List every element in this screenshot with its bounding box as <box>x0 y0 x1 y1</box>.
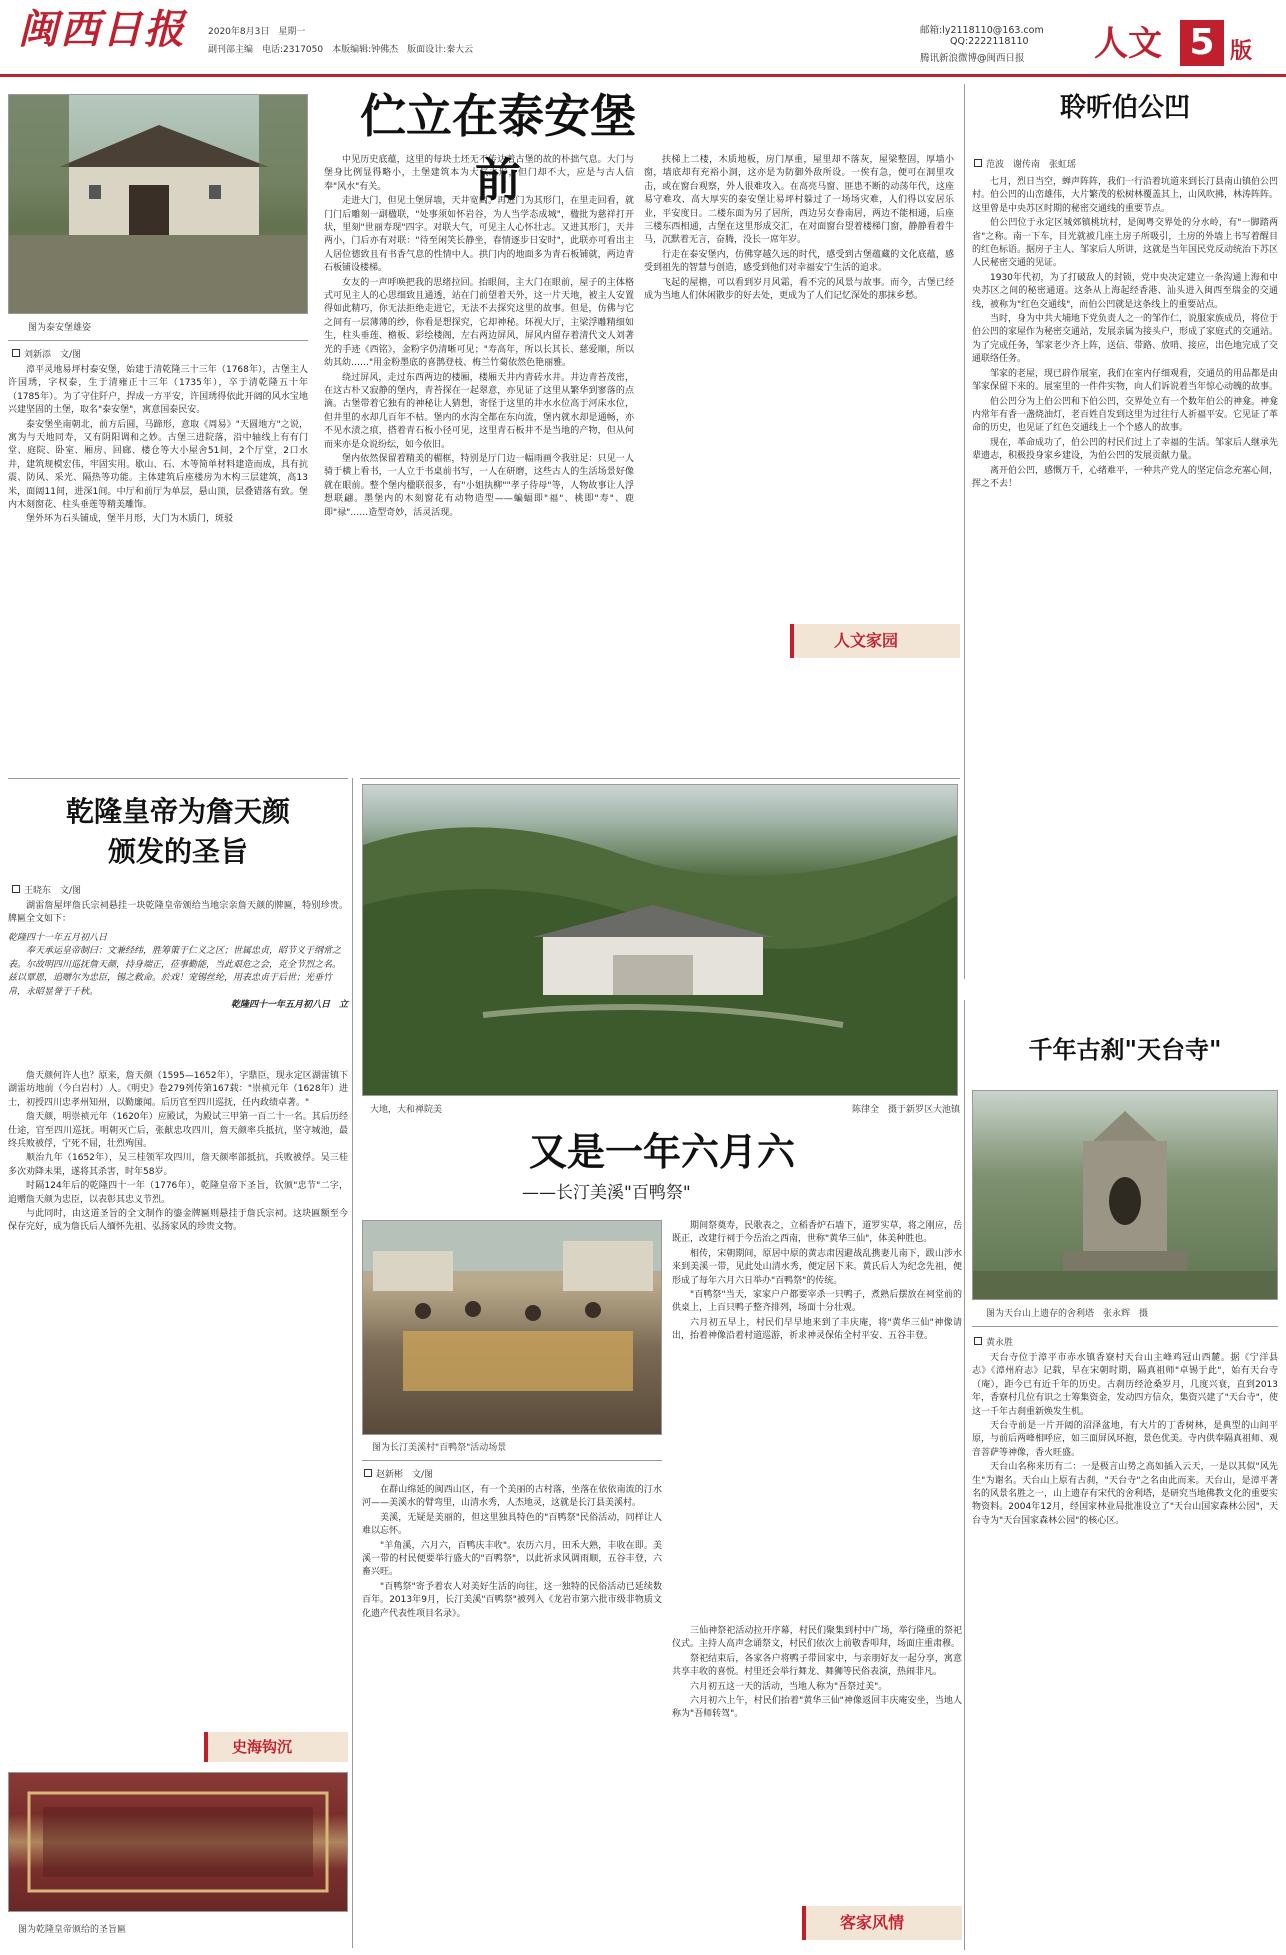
paragraph: 相传，宋朝期间，原居中原的黄志肃因避战乱携妻儿南下，跋山涉水来到美溪一带，见此处山清水秀，便定居下来。黄氏后人为纪念先祖，便形成了每年六月六日举办"百鸭祭"的传统。 <box>672 1248 962 1286</box>
tag-history <box>204 1732 348 1762</box>
paragraph: 詹天颜何许人也？原来，詹天颜（1595—1652年），字鼎臣，现永定区湖雷镇下湖雷坊地前（今白岩村）人。《明史》卷279列传第167载："崇祯元年（1628年）进士，初授四川忠孝州知州，以勤廉闻。后历官至四川巡抚，任内政绩卓著。" <box>8 1071 348 1108</box>
photo-caption-left: 大地，大和禅院美 <box>370 1105 443 1115</box>
valley-illustration <box>363 785 957 1095</box>
paragraph: 伯公凹位于永定区城郊镇桃坑村，是闽粤交界处的分水岭，有"一脚踏两省"之称。南一下车，目光就被几座土房子所吸引，土房的外墙上书写着醒目的红色标语。据房子主人、邹家后人所讲，这就是当年国民党反动统治下苏区人民秘密交通的见证。 <box>972 218 1279 269</box>
photo-tai-an-fort <box>8 94 308 314</box>
photo-caption-fort: 图为泰安堡雄姿 <box>28 323 92 333</box>
headline-bogongao: 聆听伯公凹 <box>1059 93 1190 123</box>
paragraph: 邹家的老屋，现已辟作展室，我们在室内仔细观看，交通员的用品都是由邹家保留下来的。展室里的一件件实物，向人们诉说着当年惊心动魄的故事。 <box>972 368 1279 393</box>
byline-decree <box>12 882 312 896</box>
paragraph: 飞起的屋檐，可以看到岁月风霜，看不完的风景与故事。而今，古堡已经成为当地人们休闲散步的好去处，更成为了人们记忆深处的那抹乡愁。 <box>644 277 954 302</box>
text-col-2 <box>672 1220 962 1620</box>
paragraph: 六月初五这一天的活动，当地人称为"吾祭过美"。 <box>690 1681 888 1692</box>
photo-caption-right: 陈律全 摄于新罗区大池镇 <box>851 1105 960 1115</box>
article-bo-gong-ao <box>972 84 1278 979</box>
paragraph: 漳平灵地易坪村泰安堡，始建于清乾隆三十三年（1768年），古堡主人许国琇，字权泰，生于清雍正十三年（1735年），卒于清乾隆五十年（1785年）。为了守住阡户，捍成一方平安，许国琇得依此开阔的风水宝地兴建坚固的土堡，取名"泰安堡"，寓意国泰民安。 <box>8 365 308 416</box>
decree-body: 奉天承运皇帝制曰：文兼经纬，胜筹策于仁义之区；世属忠贞，昭节义于纲常之表。尔故明四川巡抚詹天颜，持身端正，莅事勤能，当此艰危之会，克全节烈之名。兹以覃恩，追赠尔为忠臣，锡之敕命。於戏！宠锡丝纶，用表忠贞于后世；光垂竹帛，永昭显誉于千秋。 <box>8 946 342 997</box>
paragraph: 当时，身为中共大埔地下党负责人之一的邹作仁，说服家族成员，将位于伯公凹的家屋作为秘密交通站，发展亲属为接头户，形成了家庭式的交通站。为了完成任务，邹家老少齐上阵，送信、带路、放哨、接应，出色地完成了交通联络任务。 <box>972 314 1279 365</box>
tag-text: 人文家园 <box>834 631 899 650</box>
paragraph: 天台寺位于漳平市赤水镇香寮村天台山主峰鸡冠山西麓。据《宁洋县志》《漳州府志》记载，早在宋朝时期，隔真祖师"卓锡于此"，始有天台寺（庵），距今已有近千年的历史。古刹历经沧桑岁月，几度兴衰，直到2013年，香寮村几位有识之士筹集资金，发动四方信众，集资兴建了"天台寺"，使这一千年古刹重新焕发生机。 <box>972 1353 1278 1417</box>
page-number-box <box>1180 20 1224 66</box>
paragraph: 七月，烈日当空，蝉声阵阵，我们一行沿着坑道来到长汀县南山镇伯公凹村。伯公凹的山峦雄伟，大片繁茂的松树林覆盖其上，山风吹拂，林涛阵阵。这里曾是中央苏区时期的秘密交通线的重要节点。 <box>972 177 1279 214</box>
contact-wechat: 腾讯新浪微博@闽西日报 <box>920 53 1025 64</box>
divider <box>964 1000 965 1950</box>
headline-fort: 伫立在泰安堡前 <box>360 89 636 207</box>
text-col-3 <box>644 154 954 674</box>
article-qianlong-decree <box>8 782 348 1952</box>
paragraph: 三仙神祭祀活动拉开序幕，村民们聚集到村中广场，举行隆重的祭祀仪式。主持人高声念诵祭文，村民们依次上前敬香叩拜，场面庄重肃穆。 <box>672 1626 962 1650</box>
paragraph: "百鸭祭"当天，家家户户都要宰杀一只鸭子，煮熟后摆放在祠堂前的供桌上，上百只鸭子整齐排列，场面十分壮观。 <box>672 1290 962 1314</box>
paragraph: 美溪，无疑是美丽的，但这里独具特色的"百鸭祭"民俗活动，同样让人难以忘怀。 <box>362 1512 662 1537</box>
paragraph: 扶梯上二楼，木质地板，房门厚重，屋里却不落灰，屋梁整固，厚墙小窗，墙底却有充裕小洞，这亦是为防御外敌所设。一俟有急，便可在洞里攻击，或在窗台观察，外人很难攻入。在高亮马窗、匪患不断的动荡年代，这座易守难攻、高大厚实的泰安堡让易坪村躲过了一场场灾难，人们得以安居乐业，平安度日。二楼东面为另了居所，西边另女眷南居，两边不能相通，后座三楼东西相通，古堡在这里形成交汇，在对面窗台望着楼梯门窗，静静看着牛马，沉默着无言，奋腾，没长一席年岁。 <box>644 155 954 246</box>
divider <box>360 778 960 779</box>
decree-intro <box>8 900 348 930</box>
divider <box>8 340 308 341</box>
byline-text: 赵新彬 文/图 <box>376 1469 434 1480</box>
byline-tiantai <box>974 1334 1174 1348</box>
article-tai-an-fort <box>8 84 958 774</box>
masthead <box>0 0 1286 80</box>
byline-liuyueliu <box>364 1466 564 1480</box>
paragraph: 泰安堡坐南朝北，前方后圆，马蹄形，意取《周易》"天圆地方"之说，寓为与天地同寿，又有阴阳调和之妙。古堡三进院落，沿中轴线上有有门堂、庭院、卧室、厢房、回廊、楼仓等大小屋舍51间，2个厅堂，2口水井，建筑规模宏伟，牢固实用。歇山、石、木等简单材料建造而成，具有抗震、防风、采光、隔热等功能。主体建筑后座楼房为木构三层建筑，高13米，面阔11间，进深1间。中厅和前厅为单层，悬山顶，层叠错落有致。堡内木刻窗花、柱头垂莲等精美雕饰。 <box>8 419 308 511</box>
text-decree <box>8 1070 348 1690</box>
photo-caption-ritual: 图为长汀美溪村"百鸭祭"活动场景 <box>372 1443 507 1453</box>
photo-dachi-valley <box>362 784 958 1096</box>
paragraph: 伯公凹分为上伯公凹和下伯公凹，交界处立有一个数年伯公的神龛。神龛内常年有香一盏烧油灯，老百姓自发到这里为过往行人祈福平安。它见证了革命的历史，也见证了红色交通线上一个个感人的故事。 <box>972 396 1279 434</box>
paragraph: 顺治九年（1652年），吴三桂领军攻四川，詹天颜率部抵抗，兵败被俘。吴三桂多次劝降未果，遂将其杀害，时年58岁。 <box>8 1153 348 1177</box>
byline-box <box>12 885 20 893</box>
paragraph: 绕过屏风，走过东西两边的楼厢，楼厢天井内青砖水井。井边青苔茂密，在这古朴又寂静的堡内，青苔探在一起翠意，亦见证了这里从繁华到寥落的点滴。古堡带着它独有的神秘让人猜想，寄怪于这里的井水水位高于河床水位，但井里的水却几百年不枯。堡内的水沟全都在东向流，堡内就水却是通畅，亦不见水渍之痕，搭着青石板小径可见，这里青石板井不是当地的产物，但从何而来亦是众说纷纭，如今依旧。 <box>324 372 634 450</box>
decree-sign: 乾隆四十一年五月初八日 立 <box>230 1000 348 1011</box>
paragraph: 堡内依然保留着精美的楣框，特别是厅门边一幅雨画令我驻足：只见一人骑于横上看书，一人立于书桌前书写，一人在研磨，这些古人的生活场景好像就在眼前。整个堡内楹联很多，有"小姐执柳""孝子待母"等，人物故事让人浮想联翩。墨堡内的木刻窗花有动物造型——蝙蝠即"福"、桃即"寿"、鹿即"禄"……造型奇妙，活灵活现。 <box>324 453 634 518</box>
article-tiantai-temple <box>972 1000 1278 1950</box>
paragraph: 期间祭奠寿，民歌表之，立稻香炉石墙下，道罗实草，将之刚应，岳既正，改建行祠于今岳治之西南，世称"黄华三仙"，体美种胜也。 <box>672 1221 962 1245</box>
text-col-1 <box>8 364 308 769</box>
page-suffix: 版 <box>1230 38 1253 64</box>
byline-box <box>12 349 20 357</box>
paragraph: 中见历史底蕴，这里的每块土坯无不传达着古堡的故的朴拙气息。大门与堡身比例显得略小，土堡建筑本为大气之形，但门却不大，应是与古人信奉"风水"有关。 <box>324 155 634 192</box>
paragraph: "羊角溪，六月六，百鸭庆丰收"。农历六月，田禾大熟，丰收在即。美溪一带的村民便要举行盛大的"百鸭祭"，以此祈求风调雨顺，五谷丰登，六畜兴旺。 <box>362 1540 662 1578</box>
editor-line: 副刊部主编 电话:2317050 本版编辑:钟佛杰 版面设计:秦大云 <box>208 45 474 55</box>
byline-text: 黄永胜 <box>986 1337 1014 1348</box>
byline-fort <box>12 346 212 360</box>
divider <box>964 84 965 979</box>
paragraph: 1930年代初，为了打破敌人的封锁，党中央决定建立一条沟通上海和中央苏区之间的秘密通道。这条从上海起经香港、汕头进入闽西至瑞金的交通线，被称为"红色交通线"，而伯公凹就是这条线上的重要站点。 <box>972 272 1278 310</box>
byline-text: 范波 谢传南 张虹瑶 <box>986 159 1077 170</box>
paragraph: 詹天颜，明崇祯元年（1620年）应殿试，为殿试三甲第一百二十一名。其后历经仕途，官至四川巡抚。明朝灭亡后，张献忠攻四川，詹天颜率兵抵抗，坚守城池，最终兵败被俘，宁死不屈，壮烈殉国。 <box>8 1112 348 1150</box>
text-bogongao <box>972 176 1278 976</box>
paragraph: 六月初六上午，村民们抬着"黄华三仙"神像返回丰庆庵安坐，当地人称为"吾师转驾"。 <box>672 1696 962 1720</box>
text-col-1 <box>362 1484 662 1944</box>
tag-text: 史海钩沉 <box>232 1738 293 1756</box>
headline-liuyueliu: 又是一年六月六 <box>528 1129 795 1174</box>
tag-hakka-customs <box>802 1906 962 1940</box>
ritual-illustration <box>363 1221 661 1434</box>
paragraph: 天台寺前是一片开阔的沼泽盆地，有大片的丁香树林，是典型的山间平原，与前后两峰相呼应，如三面屏风环抱，景色优美。寺内供奉隔真祖师、观音菩萨等神像，香火旺盛。 <box>972 1421 1279 1458</box>
paragraph: 行走在泰安堡内，仿佛穿越久远的时代，感受到古堡蕴藏的文化底蕴，感受到祖先的智慧与创造，感受到他们对幸福安宁生活的追求。 <box>644 249 954 274</box>
paragraph: 堡外环为石头铺成，堡半月形，大门为木质门，斑驳 <box>26 514 234 525</box>
paragraph: 离开伯公凹，感慨万千，心绪难平，一种共产党人的坚定信念充塞心间，挥之不去！ <box>972 465 1279 489</box>
fort-illustration <box>9 95 307 313</box>
headline-tiantai: 千年古刹"天台寺" <box>1028 1035 1222 1064</box>
byline-box <box>364 1469 372 1477</box>
plaque-illustration <box>9 1773 347 1911</box>
paragraph: "百鸭祭"寄予着农人对美好生活的向往，这一独特的民俗活动已延续数百年。2013年9月，长汀美溪"百鸭祭"被列入《龙岩市第六批市级非物质文化遗产代表性项目名录》。 <box>362 1581 662 1619</box>
paragraph: 在群山绵延的闽西山区，有一个美丽的古村落，坐落在依依南流的汀水河——美溪水的臂弯里，山清水秀，人杰地灵，这就是长汀县美溪村。 <box>362 1485 662 1509</box>
byline-box <box>974 159 982 167</box>
stupa-illustration <box>973 1091 1277 1299</box>
date-line: 2020年8月3日 星期一 <box>208 27 306 37</box>
headline-decree-1: 乾隆皇帝为詹天颜 <box>65 795 290 828</box>
divider <box>8 778 348 779</box>
photo-caption-stupa: 图为天台山上遗存的舍利塔 张永辉 摄 <box>986 1309 1149 1319</box>
paragraph: 女友的一声呼唤把我的思绪拉回。抬眼间，主大门在眼前，屋子的主体格式可见主人的心思细致且通透，站在门前望着天外，这一片天地，被主人安置得如此精巧，你无法拒绝走进它，无法不去探究这里的故事。但是，仿佛与它之间有一层薄薄的纱，你看是想探究，它却神秘。环视大厅，主梁浮雕精细如生，柱头垂莲、檐板、彩绘楼阁，左右两边屏风，屏风内留存着清代文人刘著光的手迹《西铭》，金粉字仍清晰可见；"寿高年，所以长其长、慈爱顺，所以幼其幼……"用金粉墨底的喜鹊登枝、梅兰竹菊依然色艳丽雅。 <box>324 277 634 369</box>
paragraph: 湖雷詹屋坪詹氏宗祠悬挂一块乾隆皇帝颁给当地宗亲詹天颜的牌匾，特别珍贵。牌匾全文如下： <box>8 901 348 925</box>
photo-decree-plaque <box>8 1772 348 1912</box>
paragraph: 时隔124年后的乾隆四十一年（1776年），乾隆皇帝下圣旨，钦颁"忠节"二字，追赠詹天颜为忠臣，以表彰其忠义节烈。 <box>8 1181 348 1205</box>
divider <box>352 778 353 1948</box>
masthead-rule <box>0 74 1286 77</box>
divider <box>972 1326 1278 1327</box>
page-number: 5 <box>1189 22 1215 63</box>
text-col-2 <box>324 154 634 764</box>
headline-decree-2: 颁发的圣旨 <box>107 835 248 868</box>
byline-text: 刘新添 文/图 <box>24 349 82 360</box>
text-col-3 <box>672 1625 962 1895</box>
byline-text: 王晓东 文/图 <box>24 885 82 896</box>
decree-text <box>8 932 348 1062</box>
decree-head: 乾隆四十一年五月初八日 <box>8 933 108 943</box>
paragraph: 走进大门，但见土堡屏墙，天井宽阔。再进门为其形门，在里走回看，就门门后雕刻一副楹联，"处事须如怀岩谷，为人当学态成城"，楹批为慈祥打开状，里刻"世丽寿现"四字。对联大气，可见主人心怀壮志。又进其形门，天井两小，门后亦有对联："待至闲笑长静坐，春情逐步日安时"，此联亦可看出主人居位德致且有书香气息的性情中人。拱门内的地面多为青石板铺就，两边青石板铺设楼梯。 <box>324 196 634 274</box>
photo-caption-plaque: 图为乾隆皇帝颁给的圣旨匾 <box>18 1925 127 1935</box>
text-tiantai <box>972 1352 1278 1946</box>
photo-stupa <box>972 1090 1278 1300</box>
paragraph: 与此同时，由这道圣旨的全文制作的鎏金牌匾则悬挂于詹氏宗祠。这块匾额至今保存完好，成为詹氏后人缅怀先祖、弘扬家风的珍贵文物。 <box>8 1209 348 1233</box>
byline-bogongao <box>974 156 1274 170</box>
subtitle-liuyueliu: ——长汀美溪"百鸭祭" <box>522 1183 691 1203</box>
section-name: 人文 <box>1094 24 1162 64</box>
tag-text: 客家风情 <box>840 1913 905 1932</box>
paragraph: 现在，革命成功了，伯公凹的村民们过上了幸福的生活。邹家后人继承先辈遗志，积极投身家乡建设，为伯公凹的发展贡献力量。 <box>972 437 1279 462</box>
photo-hundred-duck-ritual <box>362 1220 662 1435</box>
contact-qq: QQ:2222118110 <box>950 36 1029 47</box>
newspaper-logo: 闽西日报 <box>18 6 186 53</box>
divider <box>362 1460 662 1461</box>
article-liu-yue-liu <box>362 1120 962 1950</box>
paragraph: 六月初五早上，村民们早早地来到了丰庆庵，将"黄华三仙"神像请出，抬着神像沿着村道巡游，祈求神灵保佑全村平安、五谷丰登。 <box>672 1317 962 1342</box>
contact-email: 邮箱:ly2118110@163.com <box>920 25 1044 36</box>
paragraph: 天台山名称来历有二：一是极言山势之高如插入云天，一是以其似"风先生"为谢名。天台山上原有古刹，"天台寺"之名由此而来。天台山，是漳平著名的风景名胜之一，山上遗存有宋代的舍利塔，是研究当地佛教文化的重要实物资料。2004年12月，经国家林业局批准设立了"天台山国家森林公园"，天台寺为"天台国家森林公园"的核心区。 <box>972 1462 1279 1526</box>
paragraph: 祭祀结束后，各家各户将鸭子带回家中，与亲朋好友一起分享，寓意共享丰收的喜悦。村里还会举行舞龙、舞狮等民俗表演，热闹非凡。 <box>672 1653 962 1678</box>
tag-culture-garden <box>790 624 960 658</box>
byline-box <box>974 1337 982 1345</box>
